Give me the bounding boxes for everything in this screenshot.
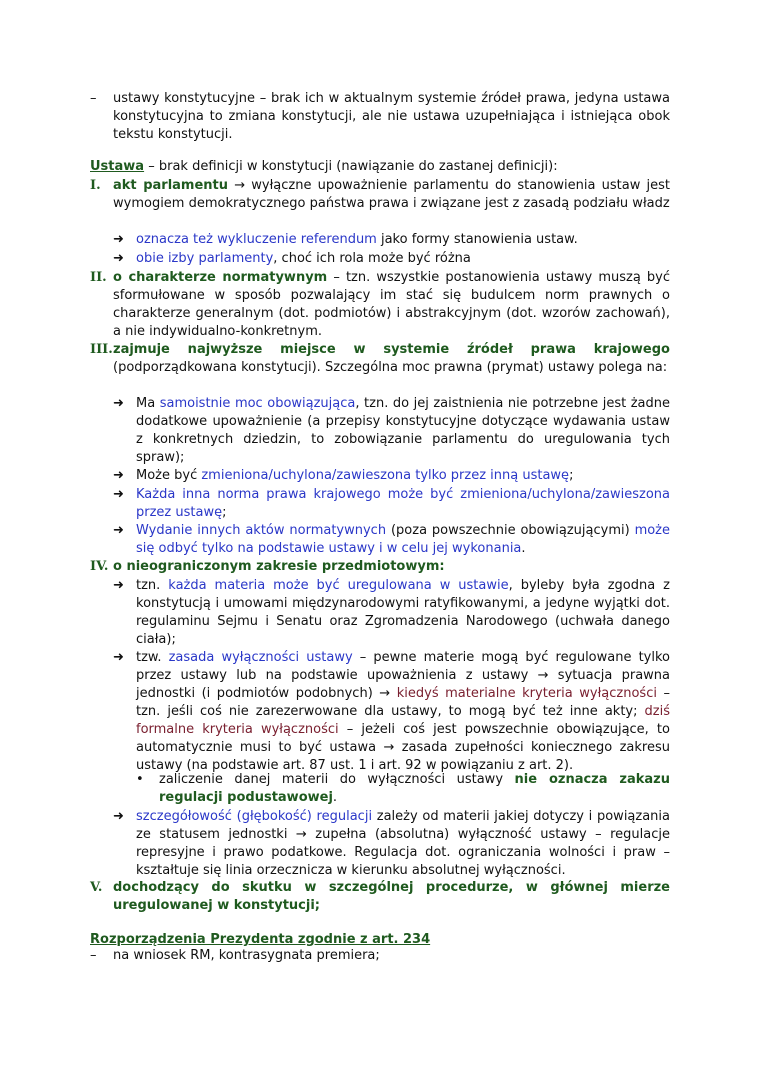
section-iii-head: zajmuje najwyższe miejsce w systemie źródeł prawa krajowego — [113, 342, 670, 357]
ustawa-heading — [90, 158, 670, 176]
blue-text: każda materia może być uregulowana w ustawie — [168, 578, 509, 593]
section-iv-arrow-2 — [90, 649, 670, 775]
section-iv — [90, 558, 670, 576]
blue-text: może się odbyć tylko na podstawie ustawy i w celu jej wykonania — [136, 523, 671, 556]
section-ii-text: – tzn. wszystkie postanowienia ustawy muszą być sformułowane w sposób pozwalający im stać się budulcem norm prawnych o charakterze generalnym (dot. podmiotów) i abstrakcyjnym (dot. wzorów zachowań), a nie indywidualno-konkretnym. — [113, 270, 671, 339]
section-ii — [90, 269, 670, 341]
blue-text: Każda inna norma prawa krajowego może być zmieniona/uchylona/zawieszona przez ustawę — [136, 487, 670, 520]
arrow-text: – pewne materie mogą być regulowane tylko przez ustawy lub na podstawie upoważnienia z ustawy → sytuacja prawna jednostki (i podmiotów podobnych) → — [136, 650, 670, 701]
arrow-icon: ➜ — [113, 650, 124, 665]
rozporzadzenia-title: Rozporządzenia Prezydenta zgodnie z art. 234 — [90, 932, 431, 947]
blue-text: obie izby parlamenty — [136, 251, 274, 266]
section-iii — [90, 341, 670, 377]
blue-text: oznacza też wykluczenie referendum — [136, 232, 377, 247]
section-iv-arrow-3 — [90, 808, 670, 880]
roman-iii: III. — [90, 342, 113, 357]
arrow-text: jako formy stanowienia ustaw. — [376, 232, 578, 247]
section-i-head: akt parlamentu — [113, 178, 229, 193]
arrow-icon: ➜ — [113, 487, 124, 502]
arrow-text: Ma — [136, 396, 160, 411]
arrow-text: ; — [569, 468, 574, 483]
section-iv-arrow-1 — [90, 577, 670, 649]
dot-icon: • — [136, 772, 144, 787]
ustawa-title: Ustawa — [90, 159, 145, 174]
section-iii-arrow-3 — [90, 486, 670, 522]
roman-iv: IV. — [90, 559, 109, 574]
section-iii-arrow-1 — [90, 395, 670, 467]
arrow-text: , tzn. do jej zaistnienia nie potrzebne jest żadne dodatkowe upoważnienie (a przepisy konstytucyjne dotyczące wydawania ustaw z konkretnych dziedzin, to zobowiązanie parlamentu do uregulowania tych spraw); — [136, 396, 670, 465]
green-text: nie oznacza zakazu regulacji podustawowej — [159, 772, 670, 805]
blue-text: zasada wyłączności ustawy — [168, 650, 353, 665]
arrow-text: , byleby była zgodna z konstytucją i umowami międzynarodowymi ratyfikowanymi, a jedyne wyjątki dot. regulaminu Sejmu i Senatu oraz Zgromadzenia Narodowego (uchwała danego ciała); — [136, 578, 670, 647]
arrow-text: – tzn. jeśli coś nie zarezerwowane dla ustawy, to mogą być też inne akty; — [136, 686, 670, 719]
rozporzadzenia-text: na wniosek RM, kontrasygnata premiera; — [113, 948, 380, 963]
arrow-icon: ➜ — [113, 578, 124, 593]
section-i-arrow-1 — [90, 231, 670, 249]
roman-i: I. — [90, 178, 101, 193]
blue-text: Wydanie innych aktów normatywnych — [136, 523, 387, 538]
maroon-text: kiedyś materialne kryteria wyłączności — [396, 686, 657, 701]
arrow-text: (poza powszechnie obowiązującymi) — [386, 523, 635, 538]
arrow-text: zależy od materii jakiej dotyczy i powiązania ze statusem jednostki → zupełna (absolutna) wyłączność ustawy – regulacje represyjne i prawo podatkowe. Regulacja dot. ograniczania wolności i praw – kształtuje się linia orzecznicza w kierunku absolutnej wyłączności. — [136, 809, 671, 878]
maroon-text: dziś formalne kryteria wyłączności — [136, 704, 670, 737]
roman-v: V. — [90, 880, 103, 895]
dash-bullet: – — [90, 91, 97, 106]
arrow-text: Może być — [136, 468, 202, 483]
arrow-text: tzn. — [136, 578, 169, 593]
section-i-text: → wyłączne upoważnienie parlamentu do stanowienia ustaw jest wymogiem demokratycznego państwa prawa i związane jest z zasadą podziału władz — [113, 178, 670, 211]
arrow-icon: ➜ — [113, 468, 124, 483]
intro-text: ustawy konstytucyjne – brak ich w aktualnym systemie źródeł prawa, jedyna ustawa konstytucyjna to zmiana konstytucji, ale nie ustawa uzupełniająca i istniejąca obok tekstu konstytucji. — [113, 91, 670, 142]
dash-bullet: – — [90, 948, 97, 963]
section-iii-arrow-4 — [90, 522, 670, 558]
section-ii-head: o charakterze normatywnym — [113, 270, 328, 285]
arrow-icon: ➜ — [113, 523, 124, 538]
arrow-text: tzw. — [136, 650, 169, 665]
section-iii-arrow-2 — [90, 467, 670, 485]
arrow-icon: ➜ — [113, 809, 124, 824]
section-iv-dot-1 — [90, 771, 670, 807]
section-i-arrow-2 — [90, 250, 670, 268]
section-v-head: dochodzący do skutku w szczególnej procedurze, w głównej mierze uregulowanej w konstytucji; — [113, 880, 670, 913]
blue-text: zmieniona/uchylona/zawieszona tylko przez inną ustawę — [201, 468, 570, 483]
arrow-text: – jeżeli coś jest powszechnie obowiązujące, to automatycznie musi to być ustawa → zasada zupełności koniecznego zakresu ustawy (na podstawie art. 87 ust. 1 i art. 92 w powiązaniu z art. 2). — [136, 722, 670, 773]
arrow-text: . — [521, 541, 526, 556]
dot-text: zaliczenie danej materii do wyłączności ustawy — [159, 772, 515, 787]
arrow-icon: ➜ — [113, 396, 124, 411]
rozporzadzenia-item — [90, 947, 670, 965]
blue-text: samoistnie moc obowiązująca — [159, 396, 356, 411]
arrow-text: ; — [222, 505, 227, 520]
intro-paragraph — [90, 90, 670, 144]
section-iv-head: o nieograniczonym zakresie przedmiotowym: — [113, 559, 445, 574]
arrow-icon: ➜ — [113, 251, 124, 266]
blue-text: szczegółowość (głębokość) regulacji — [136, 809, 373, 824]
section-iii-text: (podporządkowana konstytucji). Szczególna moc prawna (prymat) ustawy polega na: — [113, 360, 668, 375]
roman-ii: II. — [90, 270, 107, 285]
section-v — [90, 879, 670, 915]
ustawa-rest: – brak definicji w konstytucji (nawiązanie do zastanej definicji): — [144, 159, 558, 174]
arrow-icon: ➜ — [113, 232, 124, 247]
section-i — [90, 177, 670, 213]
dot-text: . — [332, 790, 338, 805]
arrow-text: , choć ich rola może być różna — [273, 251, 471, 266]
